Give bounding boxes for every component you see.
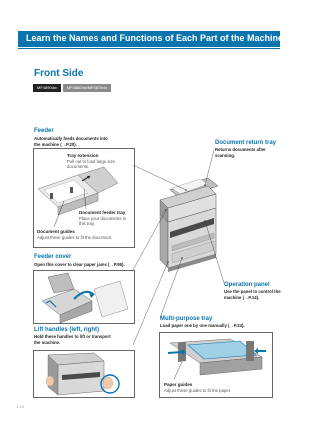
paper-guides-desc: Adjust these guides to fit the paper. — [164, 388, 232, 393]
feeder-desc: Automatically feeds documents into the machine (→P.20). — [34, 136, 108, 147]
lift-handles-title: Lift handles (left, right) — [34, 327, 99, 333]
multi-purpose-tray-image-box — [159, 332, 273, 398]
lift-handles-illustration — [34, 351, 134, 397]
feeder-cover-illustration — [34, 271, 134, 323]
section-title: Front Side — [34, 68, 84, 79]
document-feeder-tray-title: Document feeder tray — [79, 210, 126, 215]
banner-title: Learn the Names and Functions of Each Part of the Machine — [26, 33, 284, 43]
paper-guides-title: Paper guides — [164, 382, 193, 387]
feeder-cover-desc: Open this cover to clear paper jams (→P.95). — [34, 262, 125, 267]
tab-mf4880dw[interactable]: MF4880dw/MF4870dn — [63, 84, 111, 92]
operation-panel-title: Operation panel — [224, 282, 270, 288]
tab-mf4890dw[interactable]: MF4890dw — [33, 84, 61, 92]
document-return-tray-title: Document return tray — [215, 140, 277, 146]
feeder-cover-title: Feeder cover — [34, 254, 72, 260]
page-number: 1-10 — [16, 404, 25, 409]
document-guides-desc: Adjust these guides to fit the document. — [37, 235, 113, 240]
lift-handles-image-box — [33, 350, 135, 398]
multi-purpose-tray-title: Multi-purpose tray — [160, 316, 213, 322]
feeder-title: Feeder — [34, 128, 54, 134]
feeder-cover-image-box — [33, 270, 135, 324]
document-return-tray-desc: Returns documents after scanning. — [215, 147, 266, 158]
document-guides-title: Document guides — [37, 229, 75, 234]
document-feeder-tray-desc: Place your documents in this tray. — [79, 216, 127, 227]
tray-extension-title: Tray extension — [67, 153, 99, 158]
multi-purpose-tray-desc: Load paper one by one manually (→P.24). — [160, 323, 245, 328]
tray-extension-desc: Pull out to load large size documents. — [67, 159, 116, 170]
operation-panel-desc: Use the panel to control the machine (→P.14). — [224, 289, 281, 300]
lift-handles-desc: Hold these handles to lift or transport the machine. — [34, 334, 111, 345]
